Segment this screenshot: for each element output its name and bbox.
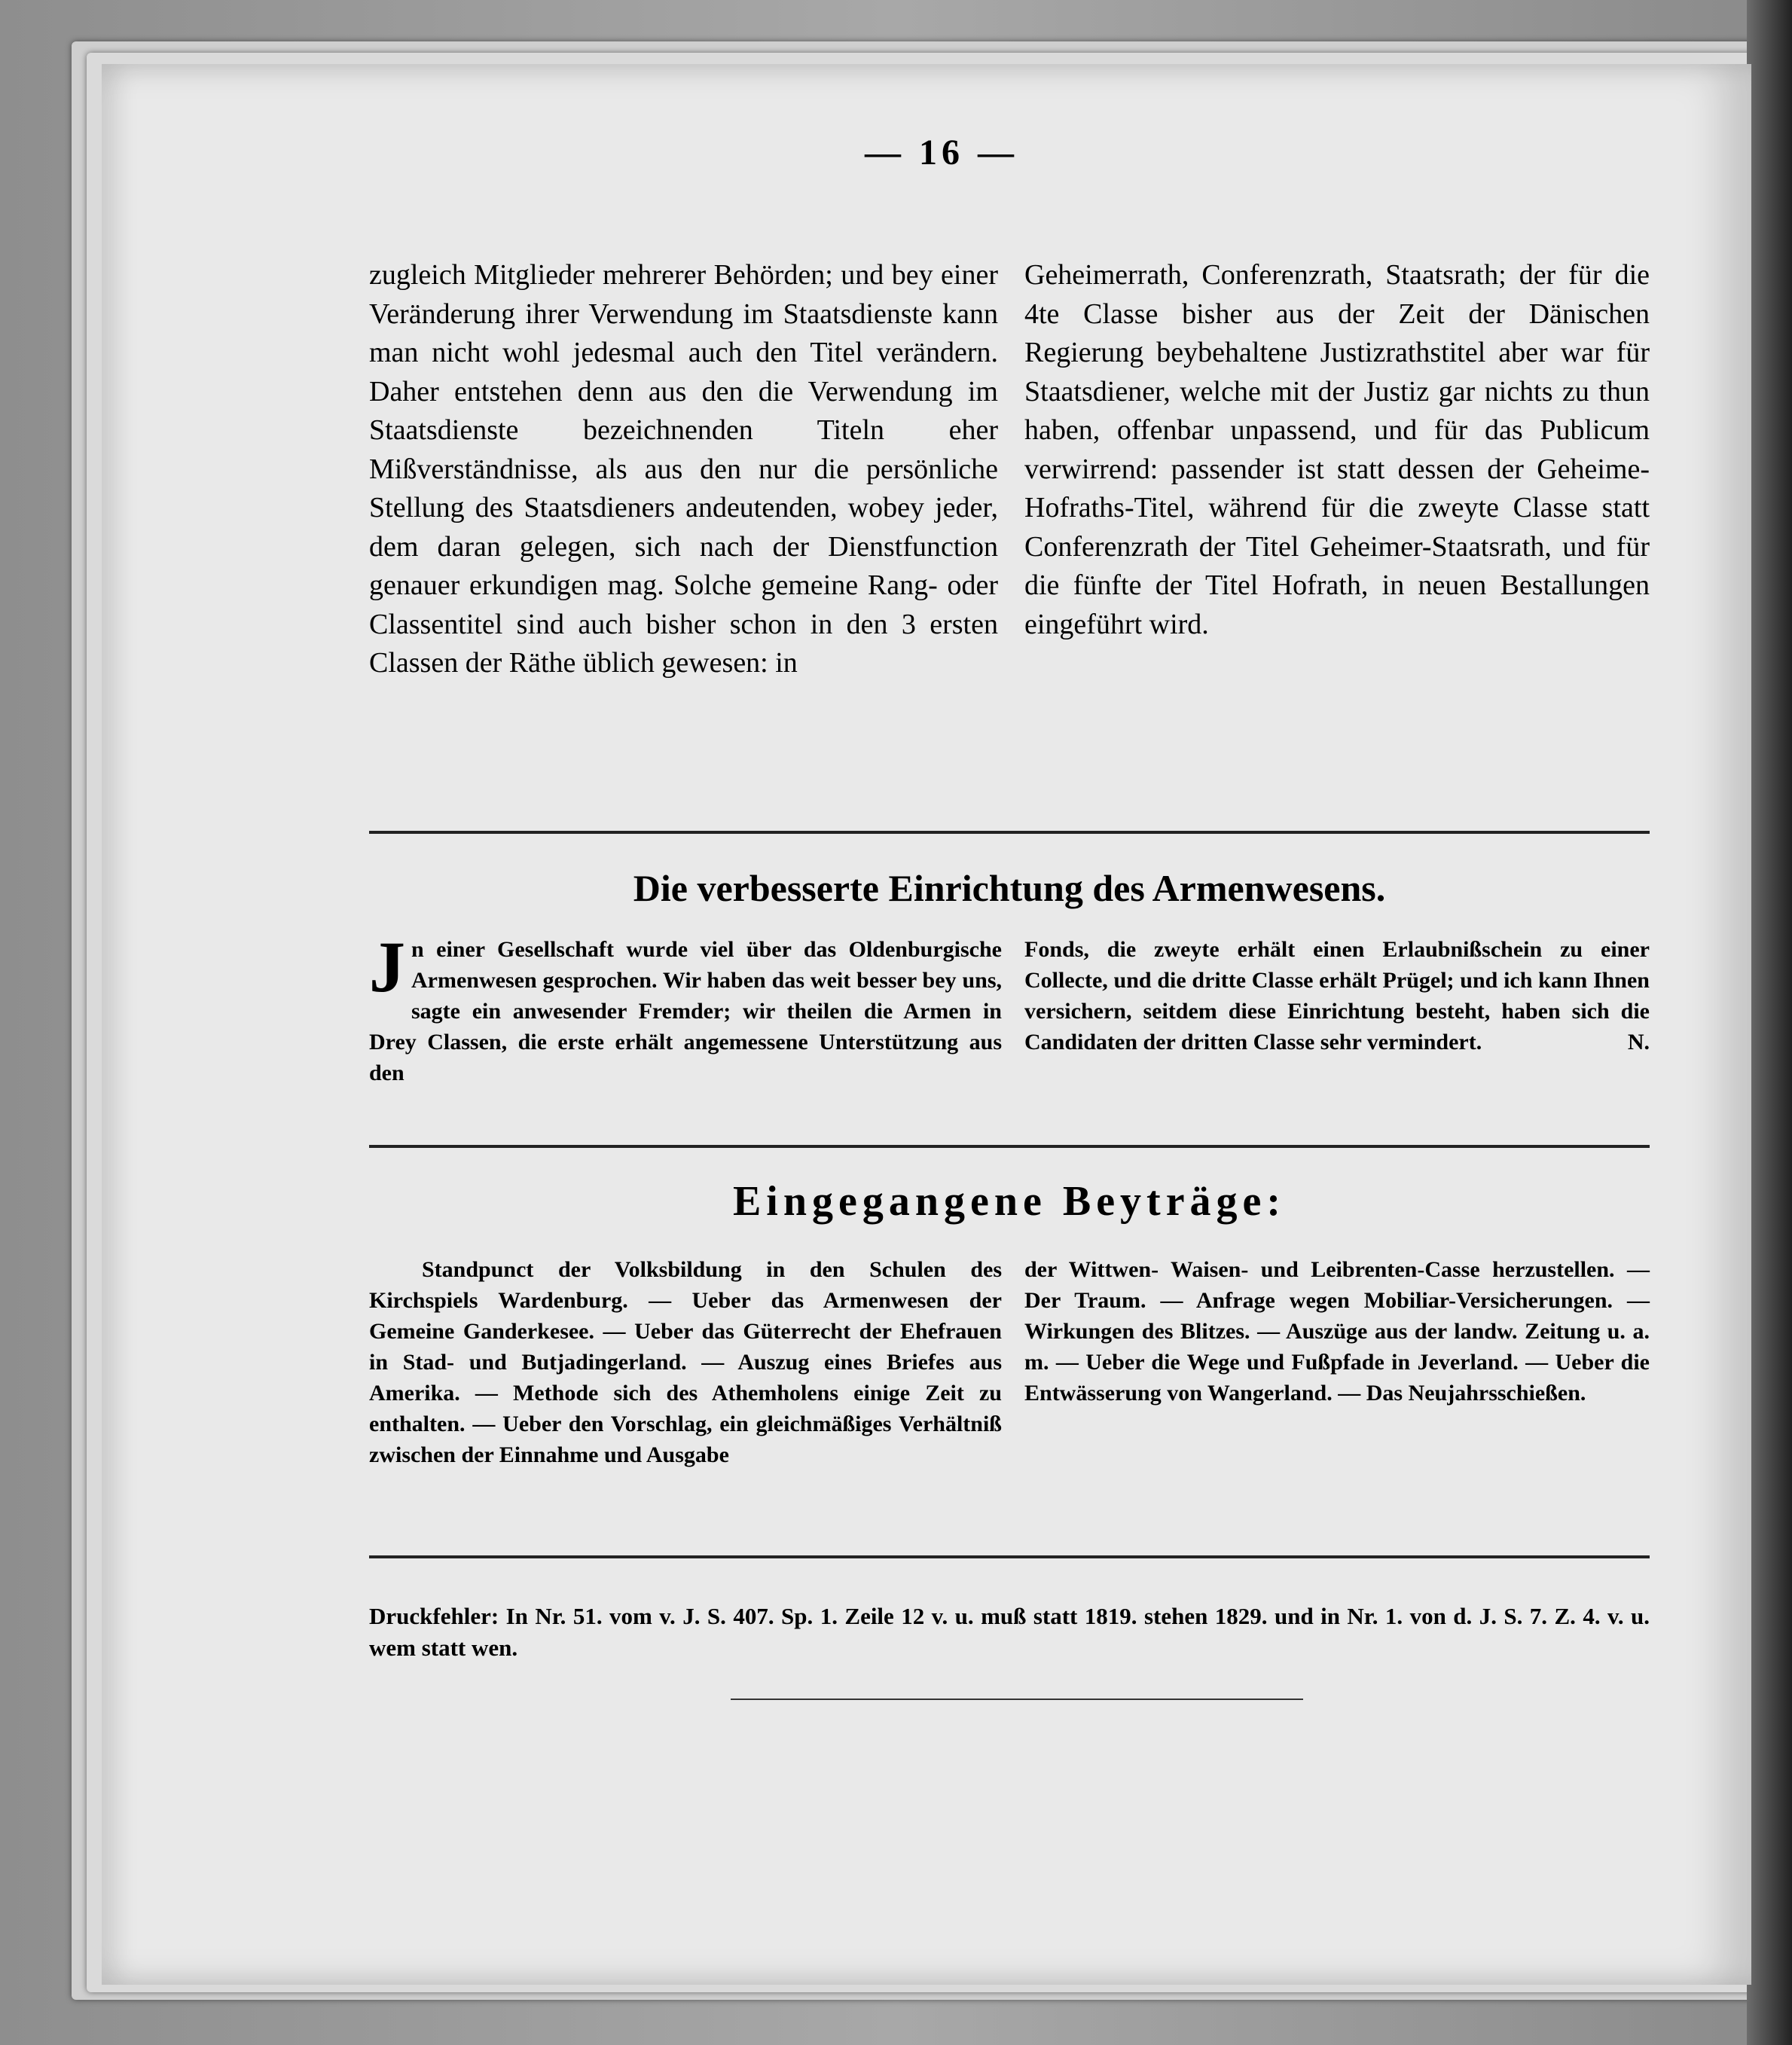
beytraege-heading: Eingegangene Beyträge: [732, 1178, 1287, 1225]
section1-left-column [369, 256, 998, 683]
binding-shadow [1747, 0, 1792, 2045]
armenwesen-heading: Die verbesserte Einrichtung des Armenwesens. [633, 867, 1386, 909]
section2-right-text [1024, 934, 1650, 1058]
section-divider-3 [369, 1555, 1650, 1558]
section1-right-column [1024, 256, 1650, 644]
section3-right-text: der Wittwen- Waisen- und Leibrenten-Casse herzustellen. — Der Traum. — Anfrage wegen Mobiliar-Versicherungen. — Wirkungen des Blitzes. — Auszüge aus der landw. Zeitung u. a. m. — Ueber die Wege und Fußpfade in Jeverland. — Ueber die Entwässerung von Wangerland. — Das Neujahrsschießen. [1024, 1257, 1650, 1406]
author-signature: N. [1627, 1030, 1650, 1055]
section2-left-column [369, 926, 1002, 1088]
closing-rule [731, 1699, 1303, 1700]
section1-left-text: zugleich Mitglieder mehrerer Behörden; und bey einer Veränderung ihrer Verwendung im Staatsdienste kann man nicht wohl jedesmal auch den Titel verändern. Daher entstehen denn aus den die Verwendung im Staatsdienste bezeichnenden Titeln eher Mißverständnisse, als aus den nur die persönliche Stellung des Staatsdieners andeutenden, wobey jeder, dem daran gelegen, sich nach der Dienstfunction genauer erkundigen mag. Solche gemeine Rang- oder Classentitel sind auch bisher schon in den 3 ersten Classen der Räthe üblich gewesen: in [369, 259, 998, 679]
dropcap: J [369, 926, 405, 1007]
section2-left-text: n einer Gesellschaft wurde viel über das Oldenburgische Armenwesen gesprochen. Wir haben das weit besser bey uns, sagte ein anwesender Fremder; wir theilen die Armen in Drey Classen, die erste erhält angemessene Unterstützung aus den [369, 937, 1002, 1085]
section3-left-text: Standpunct der Volksbildung in den Schulen des Kirchspiels Wardenburg. — Ueber das Armenwesen der Gemeine Ganderkesee. — Ueber das Güterrecht der Ehefrauen in Stad- und Butjadingerland. — Auszug eines Briefes aus Amerika. — Methode sich des Athemholens einige Zeit zu enthalten. — Ueber den Vorschlag, ein gleichmäßiges Verhältniß zwischen der Einnahme und Ausgabe [369, 1257, 1002, 1467]
errata-note: Druckfehler: In Nr. 51. vom v. J. S. 407. Sp. 1. Zeile 12 v. u. muß statt 1819. stehen 1829. und in Nr. 1. von d. J. S. 7. Z. 4. v. u. wem statt wen. [369, 1603, 1650, 1661]
page-number: — 16 — [865, 133, 1018, 172]
section2-right-column [1024, 934, 1650, 1058]
section3-left-column [369, 1254, 1002, 1470]
section-divider-1 [369, 831, 1650, 834]
section2-right-body: Fonds, die zweyte erhält einen Erlaubnißschein zu einer Collecte, und die dritte Classe erhält Prügel; und ich kann Ihnen versichern, seitdem diese Einrichtung besteht, haben sich die Candidaten der dritten Classe sehr vermindert. [1024, 937, 1650, 1055]
section1-right-text: Geheimerrath, Conferenzrath, Staatsrath; der für die 4te Classe bisher aus der Zeit der Dänischen Regierung beybehaltene Justizrathstitel aber war für Staatsdiener, welche mit der Justiz gar nichts zu thun haben, offenbar unpassend, und für das Publicum verwirrend: passender ist statt dessen der Geheime-Hofraths-Titel, während für die zweyte Classe statt Conferenzrath der Titel Geheimer-Staatsrath, und für die fünfte der Titel Hofrath, in neuen Bestallungen eingeführt wird. [1024, 259, 1650, 640]
section3-right-column [1024, 1254, 1650, 1409]
section-divider-2 [369, 1145, 1650, 1148]
